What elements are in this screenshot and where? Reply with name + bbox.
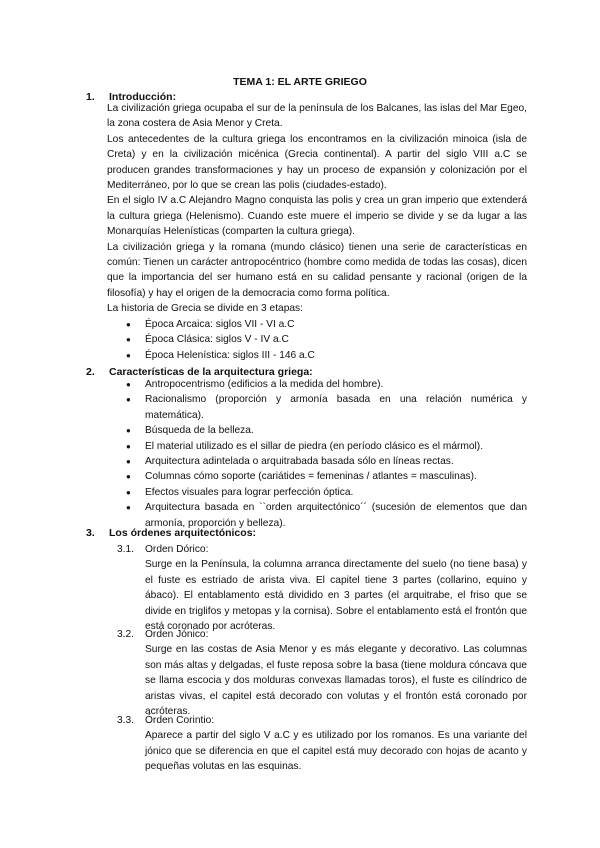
- section-number: 3.: [86, 527, 95, 539]
- list-item: ● El material utilizado es el sillar de piedra (en período clásico es el mármol).: [107, 439, 527, 454]
- list-item: ● Efectos visuales para lograr perfección óptica.: [107, 485, 527, 500]
- bullet-list: [107, 377, 527, 531]
- subsection-number: 3.3.: [117, 715, 134, 726]
- bullet-list: [107, 317, 527, 363]
- section-title: Los órdenes arquitectónicos:: [109, 527, 257, 539]
- section-title: Características de la arquitectura griega:: [109, 366, 313, 378]
- page-title: TEMA 1: EL ARTE GRIEGO: [233, 76, 367, 88]
- subsection-3-2: [117, 627, 527, 719]
- paragraph: La civilización griega ocupaba el sur de la península de los Balcanes, las islas del Mar Egeo, la zona costera de Asia Menor y Creta.: [107, 103, 527, 130]
- list-item: ● Columnas cómo soporte (cariátides = femeninas / atlantes = masculinas).: [107, 469, 527, 484]
- list-item: ● Arquitectura basada en ``orden arquitectónico´´ (sucesión de elementos que dan armonía, proporción y belleza).: [107, 500, 527, 531]
- subsection-number: 3.1.: [117, 544, 134, 555]
- paragraph: Surge en las costas de Asia Menor y es más elegante y decorativo. Las columnas son más altas y delgadas, el fuste reposa sobre la basa (tiene moldura cóncava que se llama escocia y dos molduras convexas llamadas toros), el fuste es cilíndrico de aristas vivas, el capitel está decorado con volutas y el frontón está coronado por acróteras.: [145, 644, 527, 718]
- paragraph: La civilización griega y la romana (mundo clásico) tienen una serie de características en común: Tienen un carácter antropocéntrico (hombre como medida de todas las cosas), dicen que la importancia del ser humano está en su calidad pensante y racional (origen de la filosofía) y hay el origen de la democracia como forma política.: [107, 241, 527, 299]
- list-item: ● Época Arcaica: siglos VII - VI a.C: [107, 317, 527, 332]
- list-item: ● Racionalismo (proporción y armonía basada en una relación numérica y matemática).: [107, 392, 527, 423]
- list-item: ● Época Helenística: siglos III - 146 a.C: [107, 348, 527, 363]
- section-title: Introducción:: [109, 91, 177, 103]
- section-1-body: [107, 101, 527, 363]
- list-item: ● Antropocentrismo (edificios a la medida del hombre).: [107, 377, 527, 392]
- paragraph: La historia de Grecia se divide en 3 etapas:: [107, 303, 303, 315]
- list-item: ● Búsqueda de la belleza.: [107, 423, 527, 438]
- section-2-body: [107, 377, 527, 531]
- subsection-title: Órden Corintio:: [145, 715, 215, 726]
- subsection-title: Orden Jónico:: [145, 629, 209, 640]
- list-item: ● Época Clásica: siglos V - IV a.C: [107, 332, 527, 347]
- list-item: ● Arquitectura adintelada o arquitrabada basada sólo en líneas rectas.: [107, 454, 527, 469]
- section-number: 1.: [86, 91, 95, 103]
- subsection-number: 3.2.: [117, 629, 134, 640]
- section-3-heading: [86, 527, 256, 539]
- subsection-title: Orden Dórico:: [145, 544, 209, 555]
- paragraph: Los antecedentes de la cultura griega los encontramos en la civilización minoica (isla de Creta) y en la civilización micénica (Grecia continental). A partir del siglo VIII a.C se producen grandes transformaciones y hay un proceso de expansión y colonización por el Mediterráneo, por lo que se crean las polis (ciudades-estado).: [107, 133, 527, 192]
- subsection-3-1: [117, 542, 527, 634]
- paragraph: En el siglo IV a.C Alejandro Magno conquista las polis y crea un gran imperio que extenderá la cultura griega (Helenismo). Cuando este muere el imperio se divide y se da lugar a las Monarquías Helenísticas (comparten la cultura griega).: [107, 195, 527, 238]
- section-number: 2.: [86, 366, 95, 378]
- paragraph: Surge en la Península, la columna arranca directamente del suelo (no tiene basa) y el fuste es estriado de arista viva. El capitel tiene 3 partes (collarino, equino y ábaco). El entablamento está dividido en 3 partes (el arquitrabe, el friso que se divide en triglifos y metopas y la cornisa). Sobre el entablamento está el frontón que está coronado por acróteras.: [145, 559, 527, 633]
- paragraph: Aparece a partir del siglo V a.C y es utilizado por los romanos. Es una variante del jónico que se diferencia en que el capitel está muy decorado con hojas de acanto y pequeñas volutas en las esquinas.: [145, 730, 527, 773]
- subsection-3-3: [117, 713, 527, 775]
